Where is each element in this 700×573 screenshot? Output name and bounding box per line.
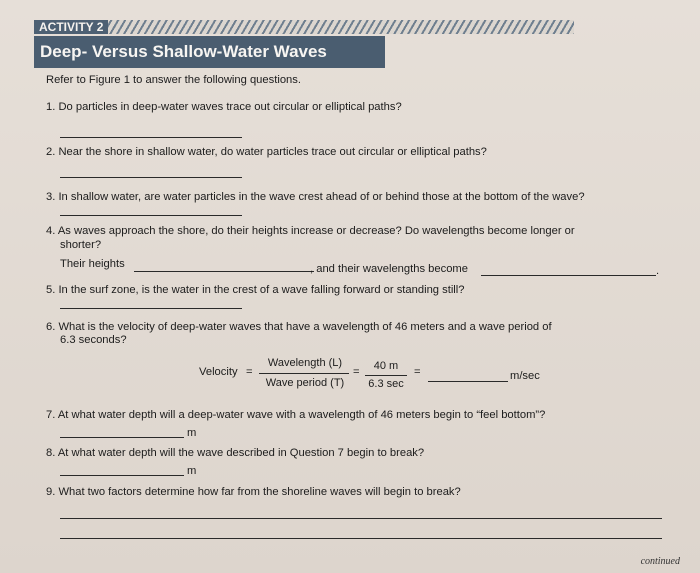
answer-line-5[interactable] <box>60 308 242 309</box>
question-3: 3. In shallow water, are water particles in the wave crest ahead of or behind those at the bottom of the wave? <box>46 191 585 203</box>
velocity-answer-line[interactable] <box>428 381 508 382</box>
question-6: 6. What is the velocity of deep-water waves that have a wavelength of 46 meters and a wave period of <box>46 321 552 333</box>
fraction-denominator: Wave period (T) <box>265 377 345 389</box>
q7-unit: m <box>187 427 197 439</box>
answer-line-9b[interactable] <box>60 538 662 539</box>
question-6-cont: 6.3 seconds? <box>60 334 127 346</box>
answer-line-3[interactable] <box>60 215 242 216</box>
q4-period: . <box>656 265 660 277</box>
velocity-equals-1: = <box>246 366 253 378</box>
answer-line-2[interactable] <box>60 177 242 178</box>
fraction-numerator: Wavelength (L) <box>267 357 343 369</box>
answer-line-9a[interactable] <box>60 518 662 519</box>
q4-heights-label: Their heights <box>60 258 125 270</box>
question-2: 2. Near the shore in shallow water, do water particles trace out circular or elliptical paths? <box>46 146 487 158</box>
velocity-unit: m/sec <box>510 370 540 382</box>
answer-line-7[interactable] <box>60 437 184 438</box>
answer-line-1[interactable] <box>60 137 242 138</box>
question-9: 9. What two factors determine how far from the shoreline waves will begin to break? <box>46 486 461 498</box>
question-7: 7. At what water depth will a deep-water wave with a wavelength of 46 meters begin to “feel bottom”? <box>46 409 546 421</box>
q4-heights-line[interactable] <box>134 271 314 272</box>
question-1: 1. Do particles in deep-water waves trace out circular or elliptical paths? <box>46 101 402 113</box>
continued-note: continued <box>640 556 680 567</box>
question-5: 5. In the surf zone, is the water in the crest of a wave falling forward or standing still? <box>46 284 465 296</box>
velocity-equals-3: = <box>414 366 421 378</box>
velocity-label: Velocity <box>199 366 238 378</box>
header-hatch-strip <box>34 20 574 34</box>
fraction-bar-2 <box>365 375 407 376</box>
intro-text: Refer to Figure 1 to answer the following questions. <box>46 74 301 86</box>
q4-wavelength-label: , and their wavelengths become <box>310 263 468 275</box>
question-4: 4. As waves approach the shore, do their heights increase or decrease? Do wavelengths become longer or <box>46 225 575 237</box>
question-4-cont: shorter? <box>60 239 102 251</box>
answer-line-8[interactable] <box>60 475 184 476</box>
q8-unit: m <box>187 465 197 477</box>
velocity-equals-2: = <box>353 366 360 378</box>
question-8: 8. At what water depth will the wave described in Question 7 begin to break? <box>46 447 425 459</box>
activity-label: ACTIVITY 2 <box>34 20 108 34</box>
fraction-bar-1 <box>259 373 349 374</box>
value-numerator: 40 m <box>373 360 399 372</box>
q4-wavelength-line[interactable] <box>481 275 656 276</box>
value-denominator: 6.3 sec <box>368 378 404 390</box>
page-title: Deep- Versus Shallow-Water Waves <box>34 36 385 68</box>
